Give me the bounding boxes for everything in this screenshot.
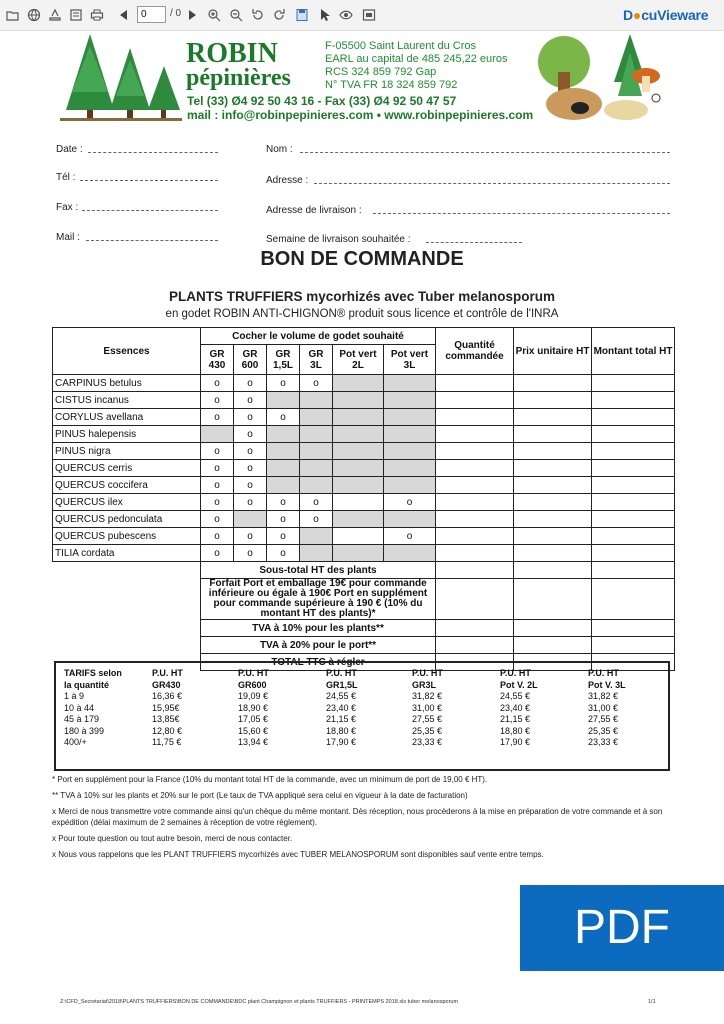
pine-trees-logo [60,32,182,122]
volume-cell-unavailable [384,443,436,460]
quantite-cell[interactable] [436,443,514,460]
prix-unitaire-cell[interactable] [514,511,592,528]
sous-total-cell[interactable] [592,562,675,579]
volume-cell-unavailable [333,545,384,562]
table-row [53,528,675,545]
tarif-value: 21,15 € [500,714,531,724]
document-subtitle-secondary: en godet ROBIN ANTI-CHIGNON® produit sous licence et contrôle de l'INRA [165,308,559,320]
tarif-value: 400/+ [64,737,87,747]
order-table [52,327,675,671]
volume-checkbox[interactable]: o [201,545,234,562]
export-icon[interactable] [48,8,62,22]
prix-unitaire-cell[interactable] [514,460,592,477]
table-row [53,511,675,528]
mail-label: Mail : [56,232,80,243]
tarif-header: P.U. HT [326,668,357,678]
document-subtitle: PLANTS TRUFFIERS mycorhizés avec Tuber melanosporum [168,289,556,304]
tarif-header: P.U. HT [588,668,619,678]
view-icon[interactable] [339,8,353,22]
note-disponibilite: x Nous vous rappelons que les PLANT TRUFFIERS mycorhizés avec TUBER MELANOSPORUM sont disponibles sauf vente entre temps. [52,850,544,859]
tarif-value: 1 à 9 [64,691,85,701]
tarif-value: 27,55 € [588,714,619,724]
montant-cell[interactable] [592,375,675,392]
volume-cell-unavailable [333,477,384,494]
volume-cell-unavailable [234,511,267,528]
volume-header: Pot vert 3L [384,345,436,375]
tarifs-quantity-column [64,668,122,749]
essences-header: Essences [53,328,201,375]
volume-checkbox[interactable]: o [267,528,300,545]
tarifs-potv2l-column [500,668,538,749]
tarif-value: 25,35 € [412,725,443,736]
fullscreen-icon[interactable] [362,8,376,22]
prix-unitaire-cell[interactable] [514,545,592,562]
montant-cell[interactable] [592,511,675,528]
volume-checkbox[interactable]: o [234,460,267,477]
prix-unitaire-cell[interactable] [514,528,592,545]
forfait-port-cell[interactable] [592,579,675,620]
volume-checkbox[interactable]: o [300,494,333,511]
volume-checkbox[interactable]: o [384,494,436,511]
company-subtitle: pépinières [186,65,291,91]
tarif-value: 27,55 € [412,714,443,724]
volume-cell-unavailable [384,460,436,477]
volume-checkbox[interactable]: o [300,375,333,392]
volume-checkbox[interactable]: o [234,494,267,511]
zoom-in-icon[interactable] [207,8,221,22]
volume-cell-unavailable [267,477,300,494]
volume-cell-unavailable [267,392,300,409]
essence-name: CORYLUS avellana [53,409,201,426]
next-page-icon[interactable] [185,8,199,22]
volume-cell-unavailable [300,528,333,545]
tarif-value: 24,55 € [326,691,357,701]
tarif-value: 18,80 € [326,725,357,736]
volume-cell-unavailable [333,426,384,443]
montant-cell[interactable] [592,460,675,477]
tva-plants-cell[interactable] [592,620,675,637]
tarif-value: 11,75 € [152,737,182,747]
table-row [53,375,675,392]
company-contact [187,94,533,122]
tarif-value: 31,00 € [588,702,619,713]
volume-checkbox[interactable]: o [267,375,300,392]
volume-cell-unavailable [333,409,384,426]
quantite-cell[interactable] [436,511,514,528]
note-port: * Port en supplément pour la France (10% du montant total HT de la commande, avec un minimum de port de 19,00 € HT). [52,775,488,784]
sous-total-quantite-cell[interactable] [436,562,514,579]
volume-cell-unavailable [333,494,384,511]
select-icon[interactable] [318,8,332,22]
montant-cell[interactable] [592,426,675,443]
tel-field[interactable] [80,180,218,181]
nom-label: Nom : [266,144,293,155]
volume-checkbox[interactable]: o [201,392,234,409]
rotate-left-icon[interactable] [251,8,265,22]
prix-unitaire-cell[interactable] [514,375,592,392]
tarifs-gr3l-column [412,668,443,749]
volume-checkbox[interactable]: o [234,443,267,460]
print-setup-icon[interactable] [69,8,83,22]
tel-label: Tél : [56,172,76,183]
essence-name: QUERCUS coccifera [53,477,201,494]
volume-cell-unavailable [333,443,384,460]
montant-cell[interactable] [592,528,675,545]
tva-plants-label: TVA à 10% pour les plants** [201,620,436,637]
tarif-value: 17,90 € [326,737,357,747]
volume-checkbox[interactable]: o [201,409,234,426]
page-number-input[interactable]: 0 [137,6,166,23]
volume-checkbox[interactable]: o [384,528,436,545]
volume-checkbox[interactable]: o [234,375,267,392]
essence-name: PINUS nigra [53,443,201,460]
tarif-value: 18,80 € [500,725,531,736]
globe-icon[interactable] [27,8,41,22]
volume-cell-unavailable [333,460,384,477]
mail-field[interactable] [86,240,218,241]
volume-cell-unavailable [201,426,234,443]
mail-line: mail : info@robinpepinieres.com • www.robinpepinieres.com [187,108,534,122]
volume-checkbox[interactable]: o [201,460,234,477]
volume-checkbox[interactable]: o [300,511,333,528]
tarif-header: Pot V. 2L [500,679,538,690]
volume-header: GR 430 [201,345,234,375]
tarif-header: P.U. HT [412,668,443,678]
truffle-mascot-illustration [534,32,664,124]
volume-cell-unavailable [333,528,384,545]
cocher-header: Cocher le volume de godet souhaité [201,328,436,345]
volume-checkbox[interactable]: o [201,511,234,528]
tarif-header: GR3L [412,679,437,690]
prix-unitaire-cell[interactable] [514,477,592,494]
docuvieware-logo: D●cuVieware [623,7,709,23]
volume-cell-unavailable [267,443,300,460]
volume-cell-unavailable [300,392,333,409]
tarif-value: 31,00 € [412,702,443,713]
tarif-value: 13,85€ [152,714,180,724]
letterhead [60,32,664,128]
prev-page-icon[interactable] [117,8,131,22]
tarif-value: 19,09 € [238,691,269,701]
montant-cell[interactable] [592,494,675,511]
quantite-cell[interactable] [436,409,514,426]
tarif-header: Pot V. 3L [588,679,626,690]
prix-unitaire-cell[interactable] [514,426,592,443]
volume-cell-unavailable [300,443,333,460]
tarif-header: P.U. HT [500,668,531,678]
table-row [53,392,675,409]
sous-total-label: Sous-total HT des plants [201,562,436,579]
tarif-value: 16,36 € [152,691,183,701]
rotate-right-icon[interactable] [272,8,286,22]
sous-total-prix-cell[interactable] [514,562,592,579]
quantite-cell[interactable] [436,460,514,477]
volume-cell-unavailable [267,460,300,477]
essence-name: QUERCUS pubescens [53,528,201,545]
volume-cell-unavailable [267,426,300,443]
quantite-cell[interactable] [436,494,514,511]
essence-name: PINUS halepensis [53,426,201,443]
volume-checkbox[interactable]: o [234,392,267,409]
open-icon[interactable] [6,8,20,22]
volume-checkbox[interactable]: o [267,494,300,511]
montant-cell[interactable] [592,477,675,494]
prix-unitaire-cell[interactable] [514,494,592,511]
volume-cell-unavailable [384,409,436,426]
volume-cell-unavailable [384,426,436,443]
tarif-value: 17,05 € [238,714,269,724]
volume-header: Pot vert 2L [333,345,384,375]
tarif-header: TARIFS selon [64,668,122,678]
quantite-cell[interactable] [436,392,514,409]
volume-cell-unavailable [384,477,436,494]
table-row [53,545,675,562]
tarif-value: 15,95€ [152,702,180,713]
semaine-field[interactable] [426,242,522,243]
volume-checkbox[interactable]: o [234,426,267,443]
tarif-value: 13,94 € [238,737,269,747]
tarifs-gr600-column [238,668,269,749]
volume-header: GR 600 [234,345,267,375]
forfait-port-label: Forfait Port et emballage 19€ pour commande inférieure ou égale à 190€ Port en supplément pour commande supérieure à 190 € (10% du montant HT des plants)* [201,579,436,620]
tarif-value: 18,90 € [238,702,269,713]
adresse-livraison-label: Adresse de livraison : [266,205,362,216]
volume-cell-unavailable [333,511,384,528]
viewer-toolbar [0,0,724,31]
tarifs-gr430-column [152,668,183,749]
tarif-value: 23,40 € [326,702,357,713]
volume-checkbox[interactable]: o [234,409,267,426]
volume-cell-unavailable [384,392,436,409]
total-ttc-label: TOTAL TTC à régler [201,654,436,671]
montant-total-header: Montant total HT [592,328,675,375]
essence-name: TILIA cordata [53,545,201,562]
tarif-value: 17,90 € [500,737,531,747]
date-label: Date : [56,144,83,155]
volume-checkbox[interactable]: o [201,477,234,494]
volume-checkbox[interactable]: o [234,477,267,494]
tarif-value: 25,35 € [588,725,619,736]
tarif-header: GR430 [152,679,181,690]
montant-cell[interactable] [592,409,675,426]
adresse-label: Adresse : [266,175,309,186]
tarif-value: 23,33 € [588,737,619,747]
phone-line: Tel (33) Ø4 92 50 43 16 - Fax (33) Ø4 92 50 47 57 [187,94,457,108]
tva-port-cell[interactable] [592,637,675,654]
tarifs-gr15l-column [326,668,358,749]
company-logo-text [186,40,291,90]
table-row [53,494,675,511]
volume-cell-unavailable [300,426,333,443]
semaine-label: Semaine de livraison souhaitée : [266,234,411,245]
volume-checkbox[interactable]: o [267,545,300,562]
fax-label: Fax : [56,202,79,213]
tarif-header: P.U. HT [238,668,269,678]
volume-header: GR 1,5L [267,345,300,375]
tarif-header: P.U. HT [152,668,183,678]
zoom-out-icon[interactable] [229,8,243,22]
volume-cell-unavailable [384,375,436,392]
tarif-value: 180 à 399 [64,725,105,736]
tarifs-box [54,661,670,771]
tarif-header: GR1,5L [326,679,358,690]
volume-cell-unavailable [300,545,333,562]
quantite-cell[interactable] [436,426,514,443]
page-number-footer: 1/1 [648,999,656,1005]
nom-field[interactable] [300,152,670,153]
save-icon[interactable] [295,8,309,22]
volume-checkbox[interactable]: o [201,528,234,545]
page-total: / 0 [170,8,182,19]
volume-cell-unavailable [300,409,333,426]
volume-checkbox[interactable]: o [234,528,267,545]
table-row [53,443,675,460]
volume-header: GR 3L [300,345,333,375]
table-row [53,409,675,426]
essence-name: QUERCUS ilex [53,494,201,511]
table-row [53,477,675,494]
montant-cell[interactable] [592,443,675,460]
company-address: F-05500 Saint Laurent du Cros EARL au capital de 485 245,22 euros RCS 324 859 792 Gap N° TVA FR 18 324 859 792 [325,40,508,91]
essence-name: QUERCUS cerris [53,460,201,477]
prix-unitaire-cell[interactable] [514,409,592,426]
company-name: ROBIN [186,38,278,69]
table-row [53,460,675,477]
tarif-value: 23,40 € [500,702,531,713]
volume-cell-unavailable [333,375,384,392]
volume-cell-unavailable [384,545,436,562]
essence-name: CARPINUS betulus [53,375,201,392]
quantite-cell[interactable] [436,477,514,494]
quantite-cell[interactable] [436,545,514,562]
tarif-value: 12,80 € [152,725,183,736]
volume-cell-unavailable [300,460,333,477]
note-contact: x Pour toute question ou tout autre besoin, merci de nous contacter. [52,834,293,843]
volume-cell-unavailable [300,477,333,494]
quantite-cell[interactable] [436,375,514,392]
tarif-value: 23,33 € [412,737,443,747]
notes [52,774,672,865]
table-row [53,426,675,443]
tarif-header: la quantité [64,679,110,690]
quantite-header: Quantité commandée [436,328,514,375]
quantite-cell[interactable] [436,528,514,545]
essence-name: QUERCUS pedonculata [53,511,201,528]
adresse-livraison-field[interactable] [373,213,670,214]
pdf-badge[interactable]: PDF [520,885,724,971]
tva-port-label: TVA à 20% pour le port** [201,637,436,654]
print-icon[interactable] [90,8,104,22]
prix-unitaire-cell[interactable] [514,443,592,460]
volume-checkbox[interactable]: o [201,494,234,511]
tarif-value: 21,15 € [326,714,357,724]
tarif-value: 45 à 179 [64,714,100,724]
volume-checkbox[interactable]: o [234,545,267,562]
document-title: BON DE COMMANDE [260,248,464,270]
note-commande: x Merci de nous transmettre votre commande ainsi qu'un chèque du même montant. Dès réception, nous procèderons à la mise en préparation de votre commande et à son expédition (délai maximum de 2 semaines à réception de votre règlement). [52,807,663,827]
tarif-value: 15,60 € [238,725,269,736]
adresse-field[interactable] [314,183,670,184]
volume-cell-unavailable [333,392,384,409]
volume-cell-unavailable [384,511,436,528]
fax-field[interactable] [82,210,218,211]
volume-checkbox[interactable]: o [267,409,300,426]
volume-checkbox[interactable]: o [267,511,300,528]
tarifs-potv3l-column [588,668,626,749]
volume-checkbox[interactable]: o [201,443,234,460]
tarif-value: 31,82 € [588,691,619,701]
prix-unitaire-cell[interactable] [514,392,592,409]
note-tva: ** TVA à 10% sur les plants et 20% sur le port (Le taux de TVA appliqué sera celui en vigueur à la date de facturation) [52,791,468,800]
file-path-footer: Z:\CFD_Secretariat\2018\PLANTS TRUFFIERS\BON DE COMMANDE\BDC plant Champignon et plants TRUFFIERS - PRINTEMPS 2018.xls tuber melanosporum [60,999,459,1005]
tarif-value: 10 à 44 [64,702,95,713]
essence-name: CISTUS incanus [53,392,201,409]
montant-cell[interactable] [592,545,675,562]
tarif-value: 31,82 € [412,691,443,701]
tarif-value: 24,55 € [500,691,531,701]
volume-checkbox[interactable]: o [201,375,234,392]
date-field[interactable] [88,152,218,153]
montant-cell[interactable] [592,392,675,409]
prix-unitaire-header: Prix unitaire HT [514,328,592,375]
tarif-header: GR600 [238,679,267,690]
